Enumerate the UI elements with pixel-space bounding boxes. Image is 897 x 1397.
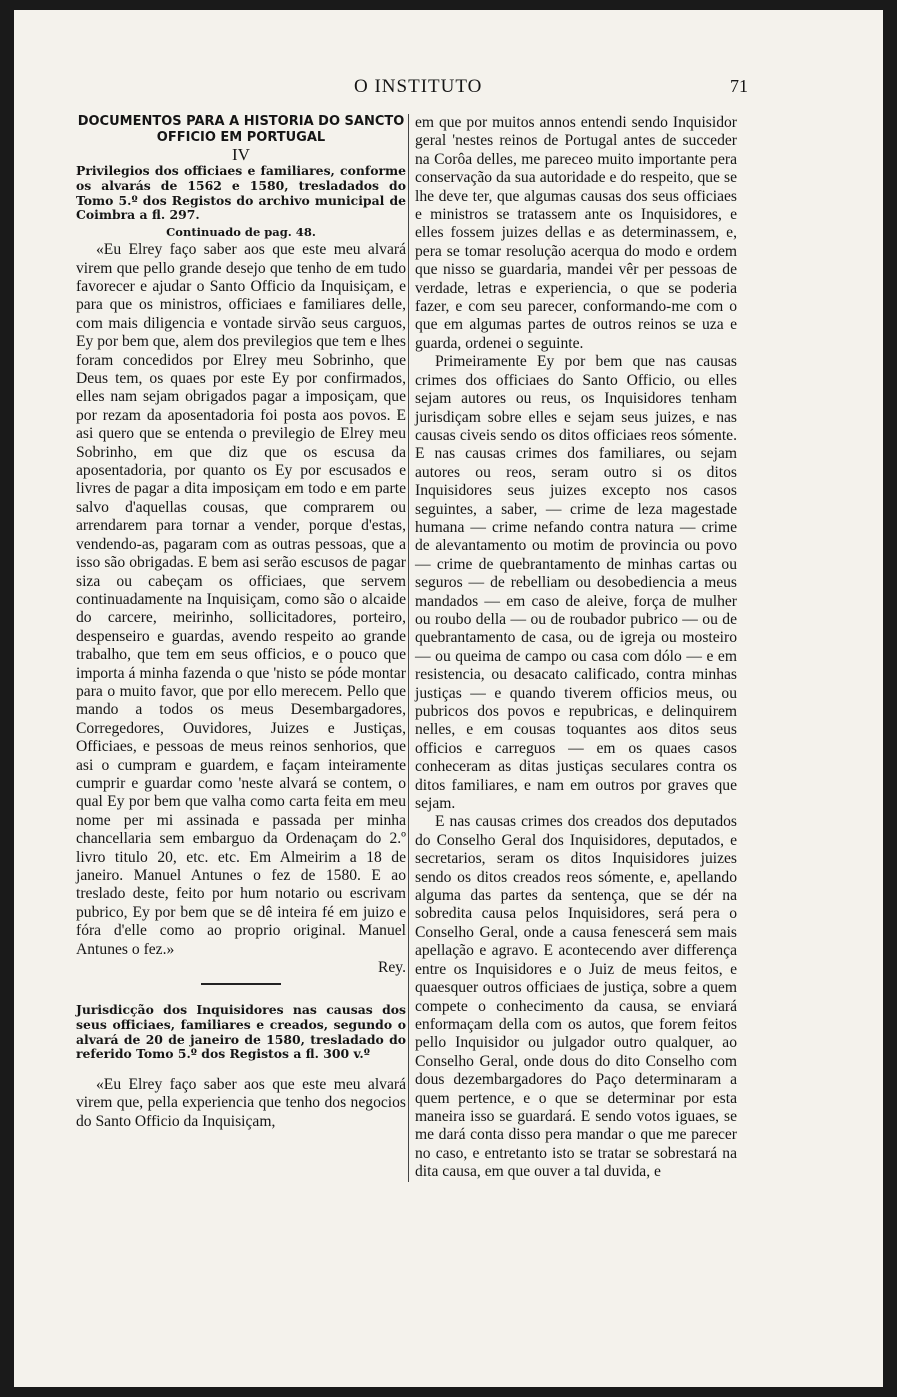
left-column bbox=[76, 114, 406, 1131]
paragraph-2: Primeiramente Ey por bem que nas causas crimes dos officiaes do Santo Officio, ou elles sejam autores ou reus, os Inquisidores tenham jurisdiçam sobre elles e sejam seus juizes, e nas causas civeis sendo os ditos officiaes reos sómente. E nas causas crimes dos familiares, ou sejam autores ou reos, seram outro si os ditos Inquisidores seus juizes excepto nos casos seguintes, a saber, — crime de leza magestade humana — crime nefando contra natura — crime de alevantamento ou motim de provincia ou povo — crime de quebrantamento de minhas cartas ou seguros — de rebelliam ou desobediencia a meus mandados — em caso de aleive, força de mulher ou roubo della — ou de roubador pubrico — ou de quebrantamento de casa, ou de igreja ou mosteiro — ou queima de campo ou casa com dólo — e em resistencia, ou desacato calificado, contra minhas justiças — e quando tiverem officios meus, ou pubricos dos povos e repubricas, e delinquirem nelles, e em cousas toquantes aos ditos seus officios e carreguos — em os quaes casos conheceram as ditas justiças seculares contra os ditos familiares, e nam em outros por graves que sejam. bbox=[415, 353, 737, 813]
journal-page bbox=[14, 10, 883, 1387]
document-text: «Eu Elrey faço saber aos que este meu alvará virem que pello grande desejo que tenho de em tudo favorecer e ajudar o Santo Officio da Inquisiçam, e para que os ministros, officiaes e familiares delle, com mais diligencia e vontade sirvão seus carguos, Ey por bem que, alem dos previlegios que tem e lhes foram concedidos por Elrey meu Sobrinho, que Deus tem, os quaes por este Ey por confirmados, elles nam sejam obrigados pagar a imposiçam, que por rezam da aposentadoria foi posta aos povos. E asi quero que se entenda o previlegio de Elrey meu Sobrinho, em que diz que os escusa da aposentadoria, por quanto os Ey por escusados e livres de pagar a dita imposiçam em todo e em parte salvo d'aquellas cousas, que comprarem ou arrendarem para tornar a vender, porque d'estas, vendendo-as, pagaram com as outras pessoas, que a isso são obrigadas. E bem asi serão escusos de pagar siza ou cabeçam os officiaes, que servem continuadamente na Inquisiçam, como são o alcaide do carcere, meirinho, sollicitadores, porteiro, despenseiro e guardas, avendo respeito ao grande trabalho, que tem em seus officios, e o pouco que importa á minha fazenda o que 'nisto se póde montar para o muito favor, que por ello merecem. Pello que mando a todos os meus Desembargadores, Corregedores, Ouvidores, Juizes e Justiças, Officiaes, e pessoas de meus reinos senhorios, que asi o cumpram e guardem, e façam inteiramente cumprir e guardar como 'neste alvará se contem, o qual Ey por bem que valha como carta feita em meu nome per mi assinada e passada per minha chancellaria sem embarguo da Ordenaçam do 2.º livro titulo 20, etc. etc. Em Almeirim a 18 de janeiro. Manuel Antunes o fez de 1580. E ao treslado deste, feito por hum notario ou escrivam pubrico, Ey por bem que se dê inteira fé em juizo e fóra d'elle como ao proprio original. Manuel Antunes o fez.» bbox=[76, 241, 406, 958]
page-number: 71 bbox=[730, 76, 748, 96]
section-title: Privilegios dos officiaes e familiares, conforme os alvarás de 1562 e 1580, tresladados do Tomo 5.º dos Registos do archivo municipal de Coimbra a fl. 297. bbox=[76, 163, 406, 223]
running-head bbox=[14, 76, 883, 104]
right-column bbox=[408, 114, 737, 1182]
continued-note: Continuado de pag. 48. bbox=[166, 224, 316, 239]
section-divider bbox=[201, 983, 281, 985]
document-text-2: «Eu Elrey faço saber aos que este meu alvará virem que, pella experiencia que tenho dos negocios do Santo Officio da Inquisiçam, bbox=[76, 1075, 406, 1130]
main-heading: DOCUMENTOS PARA A HISTORIA DO SANCTO OFFICIO EM PORTUGAL bbox=[77, 114, 405, 145]
journal-title: O INSTITUTO bbox=[354, 76, 483, 97]
section-number: IV bbox=[232, 145, 250, 164]
signature: Rey. bbox=[377, 959, 406, 977]
paragraph-1: em que por muitos annos entendi sendo Inquisidor geral 'nestes reinos de Portugal antes de succeder na Corôa delles, me pareceo muito importante pera conservação da sua autoridade e do respeito, que se lhe deve ter, que algumas causas dos seus officiaes e ministros se tratassem ante os Inquisidores, e elles fossem juizes dellas e as determinassem, e, pera se tomar resolução acerqua do modo e ordem que nisso se guardaria, mandei vêr per pessoas de verdade, letras e experiencia, o que se poderia fazer, e com seu parecer, conformando-me com o que em algumas partes de outros reinos se uza e guarda, ordenei o seguinte. bbox=[415, 114, 737, 352]
section-title-2: Jurisdicção dos Inquisidores nas causas dos seus officiaes, familiares e creados, segundo o alvará de 20 de janeiro de 1580, tresladado do referido Tomo 5.º dos Registos a fl. 300 v.º bbox=[76, 1002, 406, 1062]
paragraph-3: E nas causas crimes dos creados dos deputados do Conselho Geral dos Inquisidores, deputados, e secretarios, seram os ditos Inquisidores juizes sendo os ditos creados reos sómente, e, apellando alguma das partes da sentença, que se dér na sobredita causa pelos Inquisidores, será pera o Conselho Geral, onde a causa fenescerá sem mais apellação e agravo. E acontecendo aver differença entre os Inquisidores e o Juiz de meus feitos, e quaesquer outros officiaes de justiça, sobre a quem compete o conhecimento da causa, se enviará enformaçam della com os autos, que forem feitos pello Inquisidor ou julgador outro qualquer, ao Conselho Geral, onde dous do dito Conselho com dous dezembargadores do Paço determinaram a quem pertence, e o que se determinar por esta maneira isso se guardará. E sendo votos iguaes, se me dará conta disso pera mandar o que me parecer no caso, e entretanto isto se tratar se sobrestará na dita causa, em que ouver a tal duvida, e bbox=[415, 813, 737, 1181]
